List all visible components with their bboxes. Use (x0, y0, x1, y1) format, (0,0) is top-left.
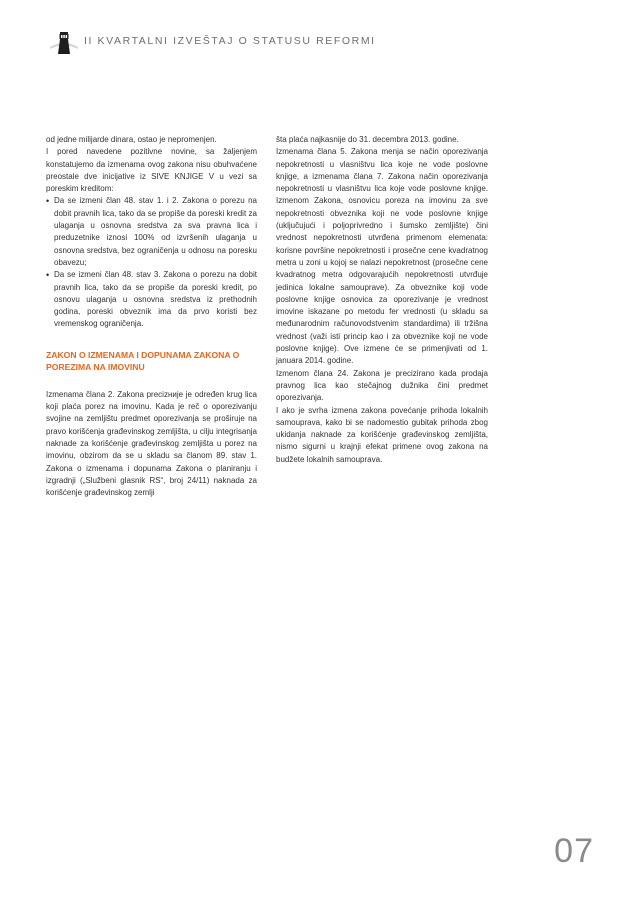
intro-paragraph: I pored navedene pozitivne novine, sa žaljenjem konstatujemo da izmenama ovog zakona nisu obuhvaćene preostale dve inicijative iz SIVE KNJIGE V u vezi sa poreskim kreditom: (46, 147, 257, 194)
left-column (46, 134, 257, 499)
report-title: II KVARTALNI IZVEŠTAJ O STATUSU REFORMI (84, 35, 376, 47)
body-paragraph: Izmenom člana 24. Zakona je precizirano kada prodaja pravnog lica kao stečajnog dužnika čini predmet oporezivanja. (276, 368, 488, 403)
right-column (276, 134, 488, 466)
section-heading: ZAKON O IZMENAMA I DOPUNAMA ZAKONA O POREZIMA NA IMOVINU (46, 349, 240, 373)
page-number: 07 (554, 832, 594, 870)
body-paragraph: šta plaća najkasnije do 31. decembra 2013. godine. (276, 135, 459, 144)
intro-paragraph: od jedne milijarde dinara, ostao je nepromenjen. (46, 135, 217, 144)
lighthouse-icon (50, 30, 78, 54)
list-item: • Da se izmeni član 48. stav 3. Zakona o porezu na dobit pravnih lica, tako da se propiše da poreski kredit, po osnovu ulaganja u osnovna sredstva iz prethodnih godina, poreski obveznik ima da prvo koristi bez vremenskog ograničenja. (46, 269, 257, 330)
page-header (50, 30, 590, 54)
initiative-list (46, 195, 257, 330)
body-paragraph: Izmenama člana 5. Zakona menja se način oporezivanja nepokretnosti u vlasništvu lica koje ne vode poslovne knjige, a izmenama člana 7. Zakona način oporezivanja nepokretnosti u vlasništvu lica koje vode poslovne knjige. Izmenom Zakona, osnovicu poreza na imovinu za sve nepokretnosti obveznika koji ne vode poslovne knjige (uključujući i poljoprivredno i šumsko zemljište) čini vrednost nepokretnosti utvrđena primenom elemenata: korisne površine nepokretnosti i prosečne cene kvadratnog metra u zoni u kojoj se nalazi nepokretnost (prosečne cene kvadratnog metra odgovarajućih nepokretnosti utvrđuje jedinica lokalne samouprave). Za obveznike koji vode poslovne knjige osnovica za oporezivanje je vrednost imovine iskazane po metodu fer vrednosti (u skladu sa međunarodnim računovodstvenim standardima) ili tržišna vrednost (važi isti princip kao i za obveznike koji ne vode poslovne knjige). Ove izmene će se primenjivati od 1. januara 2014. godine. (276, 147, 488, 366)
section-paragraph: Izmenama člana 2. Zakona precizније je određen krug lica koji plaća porez na imovinu. Kada je reč o oporezivanju svojine na zemljištu predmet oporezivanja se proširuje na pravo korišćenja građevinskog zemljišta, u cilju integrisanja naknade za korišćenje građevinskog zemljišta u porez na imovinu, obzirom da se u skladu sa članom 89. stav 1. Zakona o izmenama i dopunama Zakona o planiranju i izgradnji („Službeni glasnik RS“, broj 24/11) naknada za korišćenje građevinskog zemlji (46, 389, 257, 498)
body-paragraph: I ako je svrha izmena zakona povećanje prihoda lokalnih samouprava, kako bi se nadomestio gubitak prihoda zbog ukidanja naknade za korišćenje građevinskog zemljišta, nismo sigurni u krajnji efekat primene ovog zakona na budžete lokalnih samouprava. (276, 405, 488, 464)
list-item: • Da se izmeni član 48. stav 1. i 2. Zakona o porezu na dobit pravnih lica, tako da se propiše da poreski kredit za ulaganja u osnovna sredstva za sva pravna lica i preduzetnike iznosi 100% od izvršenih ulaganja u osnovna sredstva, bez ograničenja u odnosu na poresku obavezu; (46, 195, 257, 269)
